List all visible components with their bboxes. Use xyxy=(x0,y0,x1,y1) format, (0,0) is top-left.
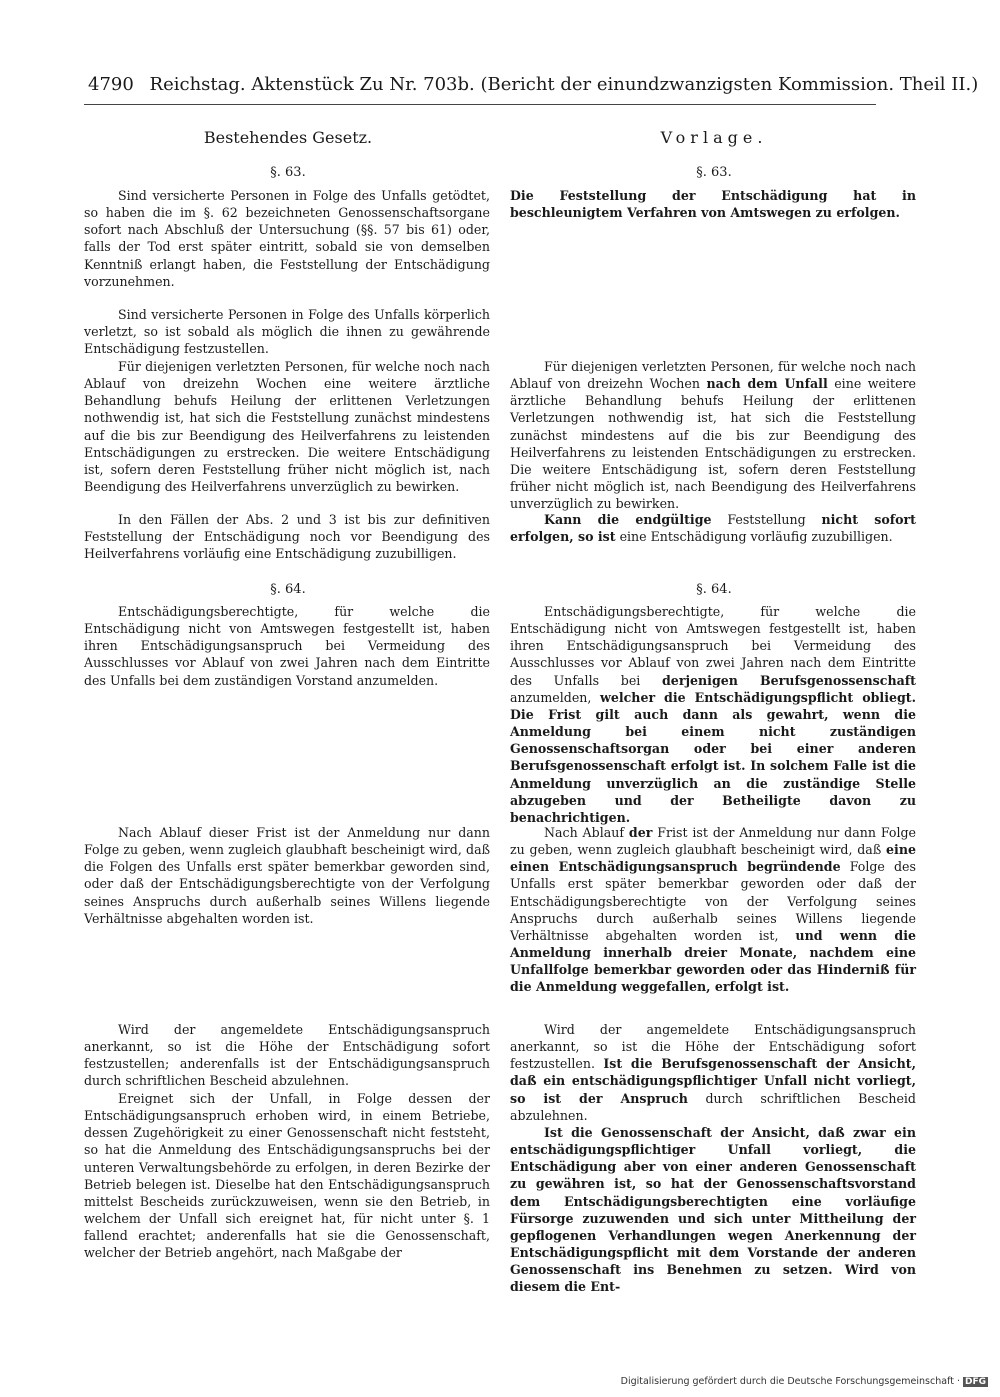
right-s64-paragraph-3: Wird der angemeldete Entschädigungsanspruch anerkannt, so ist die Höhe der Entschädigung sofort festzustellen. Ist die Berufsgenossenschaft der Ansicht, daß ein entschädigungspflichtiger Unfall nicht vorliegt, so ist der Anspruch durch schriftlichen Bescheid abzulehnen. xyxy=(510,1022,916,1123)
left-s63-paragraph-1: Sind versicherte Personen in Folge des Unfalls getödtet, so haben die im §. 62 bezeichneten Genossenschaftsorgane sofort nach Abschluß der Untersuchung (§§. 57 bis 61) oder, falls der Tod erst später eintritt, sobald sie von demselben Kenntniß erlangt haben, die Feststellung der Entschädigung vorzunehmen. xyxy=(84,188,490,289)
left-s64-paragraph-2: Nach Ablauf dieser Frist ist der Anmeldung nur dann Folge zu geben, wenn zugleich glaubhaft bescheinigt wird, daß die Folgen des Unfalls erst später bemerkbar geworden sind, oder daß der Entschädigungsberechtigte von der Verfolgung seines Anspruchs durch außerhalb seines Willens liegende Verhältnisse abgehalten worden ist. xyxy=(84,825,490,926)
left-s63-paragraph-3: Für diejenigen verletzten Personen, für welche noch nach Ablauf von dreizehn Wochen eine weitere ärztliche Behandlung behufs Heilung der erlittenen Verletzungen nothwendig ist, hat sich die Feststellung zunächst mindestens auf die bis zur Beendigung des Heilverfahrens zu leistenden Entschädigungen zu erstrecken. Die weitere Entschädigung ist, sofern deren Feststellung früher nicht möglich ist, nach Beendigung des Heilverfahrens unverzüglich zu bewirken. xyxy=(84,359,490,495)
left-s64-paragraph-4: Ereignet sich der Unfall, in Folge dessen der Entschädigungsanspruch erhoben wird, in einem Betriebe, dessen Zugehörigkeit zu einer Genossenschaft nicht feststeht, so hat die Anmeldung des Entschädigungsanspruchs bei der unteren Verwaltungsbehörde zu erfolgen, in deren Bezirke der Betrieb belegen ist. Dieselbe hat den Entschädigungsanspruch mittelst Bescheids zurückzuweisen, wenn sie den Betrieb, in welchem der Unfall sich ereignet hat, für nicht unter §. 1 fallend erachtet; anderenfalls hat sie die Genossenschaft, welcher der Betrieb angehört, nach Maßgabe der xyxy=(84,1091,490,1261)
digitization-credit xyxy=(608,1376,988,1387)
left-section-64-label: §. 64. xyxy=(270,582,306,597)
page-number: 4790 xyxy=(88,74,134,95)
running-header xyxy=(88,74,979,95)
left-s63-paragraph-4: In den Fällen der Abs. 2 und 3 ist bis zur definitiven Feststellung der Entschädigung noch vor Beendigung des Heilverfahrens vorläufig eine Entschädigung zuzubilligen. xyxy=(84,512,490,562)
left-s64-paragraph-3: Wird der angemeldete Entschädigungsanspruch anerkannt, so ist die Höhe der Entschädigung sofort festzustellen; anderenfalls ist der Entschädigungsanspruch durch schriftlichen Bescheid abzulehnen. xyxy=(84,1022,490,1089)
dfg-logo: DFG xyxy=(964,1377,986,1387)
right-s64-paragraph-2: Nach Ablauf der Frist ist der Anmeldung nur dann Folge zu geben, wenn zugleich glaubhaft bescheinigt wird, daß eine einen Entschädigungsanspruch begründende Folge des Unfalls erst später bemerkbar geworden oder daß der Entschädigungsberechtigte von der Verfolgung seines Anspruchs durch außerhalb seines Willens liegende Verhältnisse abgehalten worden ist, und wenn die Anmeldung innerhalb dreier Monate, nachdem eine Unfallfolge bemerkbar geworden oder das Hinderniß für die Anmeldung weggefallen, erfolgt ist. xyxy=(510,825,916,995)
right-s64-paragraph-1: Entschädigungsberechtigte, für welche die Entschädigung nicht von Amtswegen festgestellt ist, haben ihren Entschädigungsanspruch bei Vermeidung des Ausschlusses vor Ablauf von zwei Jahren nach dem Eintritte des Unfalls bei derjenigen Berufsgenossenschaft anzumelden, welcher die Entschädigungspflicht obliegt. Die Frist gilt auch dann als gewahrt, wenn die Anmeldung bei einem nicht zuständigen Genossenschaftsorgan oder bei einer anderen Berufsgenossenschaft erfolgt ist. In solchem Falle ist die Anmeldung unverzüglich an die zuständige Stelle abzugeben und der Betheiligte davon zu benachrichtigen. xyxy=(510,604,916,825)
right-section-63-label: §. 63. xyxy=(696,165,732,180)
right-column-heading: Vorlage. xyxy=(660,128,768,147)
right-s63-paragraph-4: Kann die endgültige Feststellung nicht sofort erfolgen, so ist eine Entschädigung vorläufig zuzubilligen. xyxy=(510,512,916,545)
header-title: Reichstag. Aktenstück Zu Nr. 703b. (Bericht der einundzwanzigsten Kommission. Theil II.) xyxy=(149,74,979,95)
right-s64-paragraph-4: Ist die Genossenschaft der Ansicht, daß zwar ein entschädigungspflichtiger Unfall vorliegt, die Entschädigung aber von einer anderen Genossenschaft zu gewähren ist, so hat der Genossenschaftsvorstand dem Entschädigungsberechtigten eine vorläufige Fürsorge zuzuwenden und sich unter Mittheilung der gepflogenen Verhandlungen wegen Anerkennung der Entschädigungspflicht mit dem Vorstande der anderen Genossenschaft ins Benehmen zu setzen. Wird von diesem die Ent- xyxy=(510,1125,916,1295)
left-s64-paragraph-1: Entschädigungsberechtigte, für welche die Entschädigung nicht von Amtswegen festgestellt ist, haben ihren Entschädigungsanspruch bei Vermeidung des Ausschlusses vor Ablauf von zwei Jahren nach dem Eintritte des Unfalls bei dem zuständigen Vorstand anzumelden. xyxy=(84,604,490,688)
left-s63-paragraph-2: Sind versicherte Personen in Folge des Unfalls körperlich verletzt, so ist sobald als möglich die ihnen zu gewährende Entschädigung festzustellen. xyxy=(84,307,490,357)
right-s63-paragraph-3: Für diejenigen verletzten Personen, für welche noch nach Ablauf von dreizehn Wochen nach dem Unfall eine weitere ärztliche Behandlung behufs Heilung der erlittenen Verletzungen nothwendig ist, hat sich die Feststellung zunächst mindestens auf die bis zur Beendigung des Heilverfahrens zu leistenden Entschädigungen zu erstrecken. Die weitere Entschädigung ist, sofern deren Feststellung früher nicht möglich ist, nach Beendigung des Heilverfahrens unverzüglich zu bewirken. xyxy=(510,359,916,512)
left-column-heading: Bestehendes Gesetz. xyxy=(203,128,373,147)
header-rule xyxy=(84,104,876,105)
right-section-64-label: §. 64. xyxy=(696,582,732,597)
footer-credit-text: Digitalisierung gefördert durch die Deutsche Forschungsgemeinschaft · xyxy=(620,1376,960,1387)
left-section-63-label: §. 63. xyxy=(270,165,306,180)
right-s63-paragraph-1: Die Feststellung der Entschädigung hat in beschleunigtem Verfahren von Amtswegen zu erfolgen. xyxy=(510,188,916,221)
